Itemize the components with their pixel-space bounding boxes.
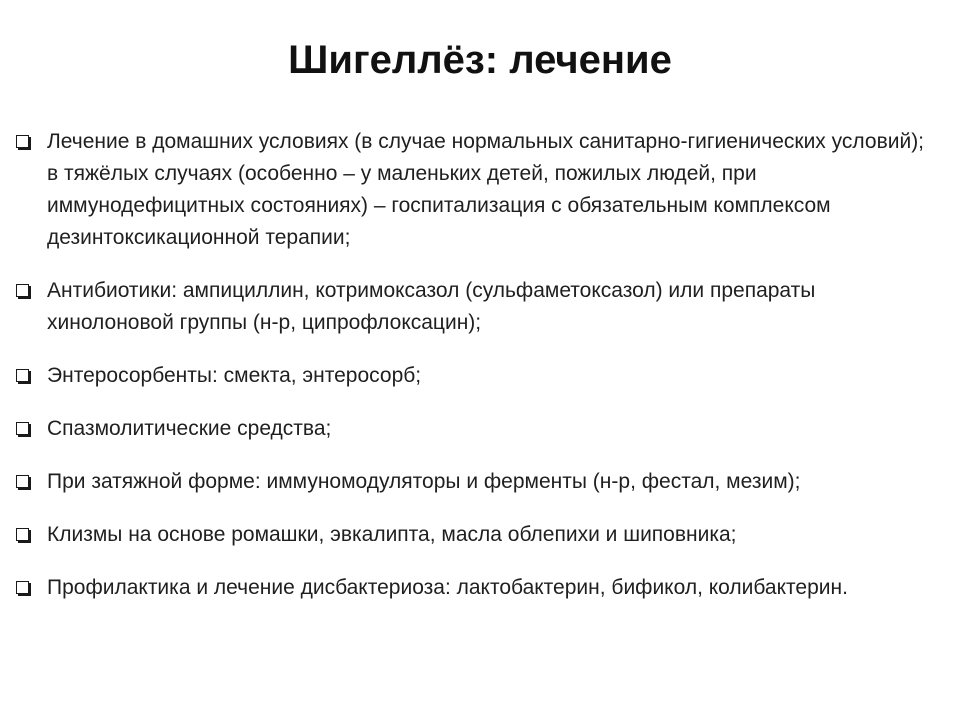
bullet-text: Клизмы на основе ромашки, эвкалипта, масла облепихи и шиповника;	[47, 523, 737, 546]
bullet-text: Спазмолитические средства;	[47, 417, 332, 440]
checkbox-bullet-icon	[16, 135, 29, 148]
bullet-text: Энтеросорбенты: смекта, энтеросорб;	[47, 364, 422, 387]
bullet-item-dysbacteriosis	[16, 572, 936, 604]
bullet-text: Антибиотики: ампициллин, котримоксазол (сульфаметоксазол) или препараты хинолоновой группы (н-р, ципрофлоксацин);	[47, 279, 816, 334]
checkbox-bullet-icon	[16, 528, 29, 541]
bullet-item-prolonged-form	[16, 466, 936, 498]
bullet-item-enemas	[16, 519, 936, 551]
bullet-text: Профилактика и лечение дисбактериоза: лактобактерин, бификол, колибактерин.	[47, 576, 848, 599]
checkbox-bullet-icon	[16, 284, 29, 297]
checkbox-bullet-icon	[16, 422, 29, 435]
bullet-item-antibiotics	[16, 275, 936, 339]
slide-title: Шигеллёз: лечение	[288, 38, 672, 82]
bullet-item-home-treatment	[16, 126, 936, 254]
bullet-list	[16, 126, 936, 625]
bullet-text: Лечение в домашних условиях (в случае нормальных санитарно-гигиенических условий); в тяжёлых случаях (особенно – у маленьких детей, пожилых людей, при иммунодефицитных состояниях) – госпитализация с обязательным комплексом дезинтоксикационной терапии;	[47, 130, 925, 249]
bullet-item-antispasmodics	[16, 413, 936, 445]
checkbox-bullet-icon	[16, 581, 29, 594]
bullet-text: При затяжной форме: иммуномодуляторы и ферменты (н-р, фестал, мезим);	[47, 470, 801, 493]
checkbox-bullet-icon	[16, 475, 29, 488]
checkbox-bullet-icon	[16, 369, 29, 382]
bullet-item-enterosorbents	[16, 360, 936, 392]
